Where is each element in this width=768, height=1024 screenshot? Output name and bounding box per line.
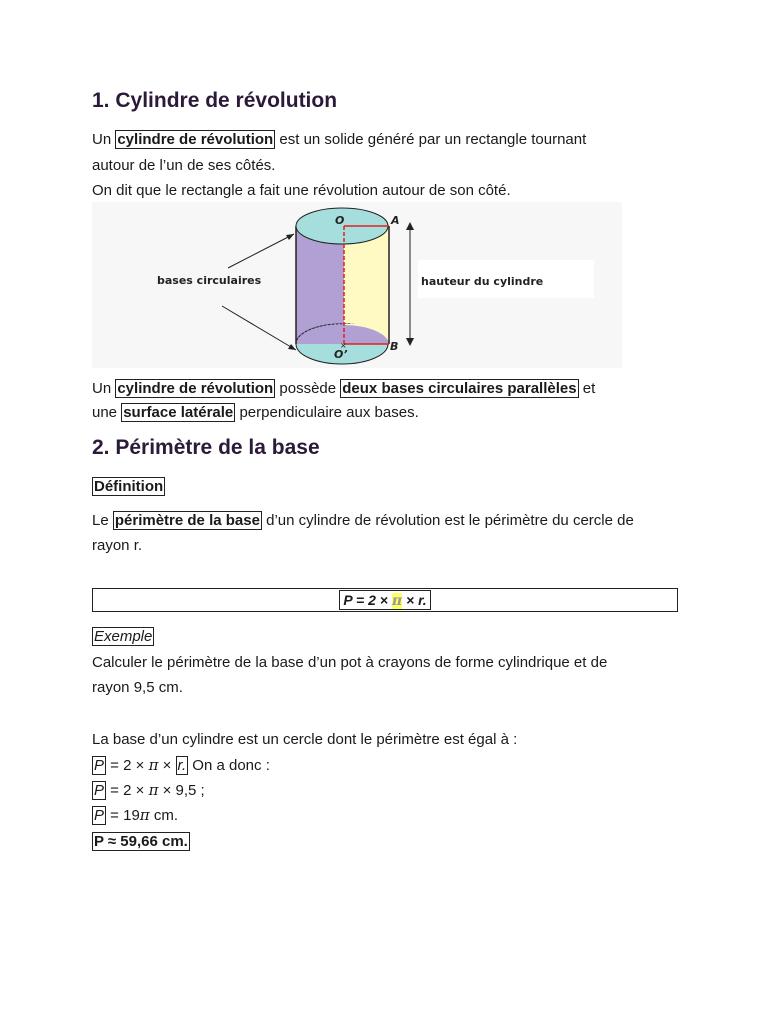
solution-line-1: [92, 755, 270, 776]
point-A: A: [391, 214, 400, 227]
text: × 9,5 ;: [158, 782, 205, 799]
term-surface-laterale: surface latérale: [123, 404, 234, 421]
text: perpendiculaire aux bases.: [235, 404, 419, 421]
term-cylindre: cylindre de révolution: [117, 380, 274, 397]
solution-result-line: [92, 832, 190, 852]
example-text-2: rayon 9,5 cm.: [92, 679, 183, 696]
point-B: B: [390, 340, 399, 353]
formula-text: × r.: [402, 592, 427, 608]
var-P: P: [94, 782, 105, 799]
term-bases-paralleles: deux bases circulaires parallèles: [342, 380, 577, 397]
pi-symbol: π: [139, 806, 150, 824]
example-label: Exemple: [94, 628, 153, 645]
section-1-heading: 1. Cylindre de révolution: [92, 89, 338, 112]
point-O-prime: O’: [334, 348, 348, 361]
text: = 2 ×: [106, 757, 149, 774]
text: cm.: [149, 807, 178, 824]
text: Un: [92, 380, 116, 397]
solution-line-2: [92, 780, 205, 801]
paragraph-revolution: On dit que le rectangle a fait une révolution autour de son côté.: [92, 182, 511, 199]
definition-label: Définition: [94, 478, 164, 495]
paragraph-properties-2: [92, 403, 419, 423]
paragraph-perimetre-def: [92, 511, 634, 531]
paragraph-definition-cylinder: [92, 130, 586, 150]
var-P: P: [94, 807, 105, 824]
paragraph-properties-1: [92, 379, 595, 399]
text: une: [92, 404, 122, 421]
solution-line-3: [92, 805, 178, 826]
text: Le: [92, 512, 113, 529]
text: Un: [92, 131, 116, 148]
example-text-1: Calculer le périmètre de la base d’un pot à crayons de forme cylindrique et de: [92, 654, 608, 671]
label-bases-circulaires: bases circulaires: [157, 274, 262, 287]
pi-symbol: π: [148, 756, 159, 774]
formula-box: [92, 588, 678, 612]
paragraph-definition-line2: autour de l’un de ses côtés.: [92, 157, 276, 174]
text: = 19: [106, 807, 140, 824]
text: et: [578, 380, 596, 397]
text: On a donc :: [188, 757, 270, 774]
definition-label-line: [92, 477, 165, 497]
term-cylindre-de-revolution: cylindre de révolution: [117, 131, 274, 148]
pi-symbol: π: [391, 593, 403, 609]
text: = 2 ×: [106, 782, 149, 799]
paragraph-perimetre-def-2: rayon r.: [92, 537, 143, 554]
text: ×: [158, 757, 176, 774]
example-label-line: [92, 627, 154, 647]
formula: [339, 590, 430, 610]
cylinder-figure: [92, 202, 622, 368]
text: possède: [275, 380, 341, 397]
solution-intro: La base d’un cylindre est un cercle dont le périmètre est égal à :: [92, 731, 518, 748]
var-P: P: [94, 757, 105, 774]
solution-result: P ≈ 59,66 cm.: [94, 833, 188, 850]
point-O: O: [335, 214, 345, 227]
section-2-heading: 2. Périmètre de la base: [92, 436, 320, 459]
var-r: r.: [177, 757, 187, 774]
text: est un solide généré par un rectangle tournant: [275, 131, 587, 148]
label-hauteur: hauteur du cylindre: [421, 275, 544, 288]
text: d’un cylindre de révolution est le périmètre du cercle de: [261, 512, 634, 529]
svg-text:×: ×: [340, 341, 347, 350]
formula-text: P = 2 ×: [343, 592, 392, 608]
term-perimetre-base: périmètre de la base: [114, 512, 260, 529]
pi-symbol: π: [148, 781, 159, 799]
